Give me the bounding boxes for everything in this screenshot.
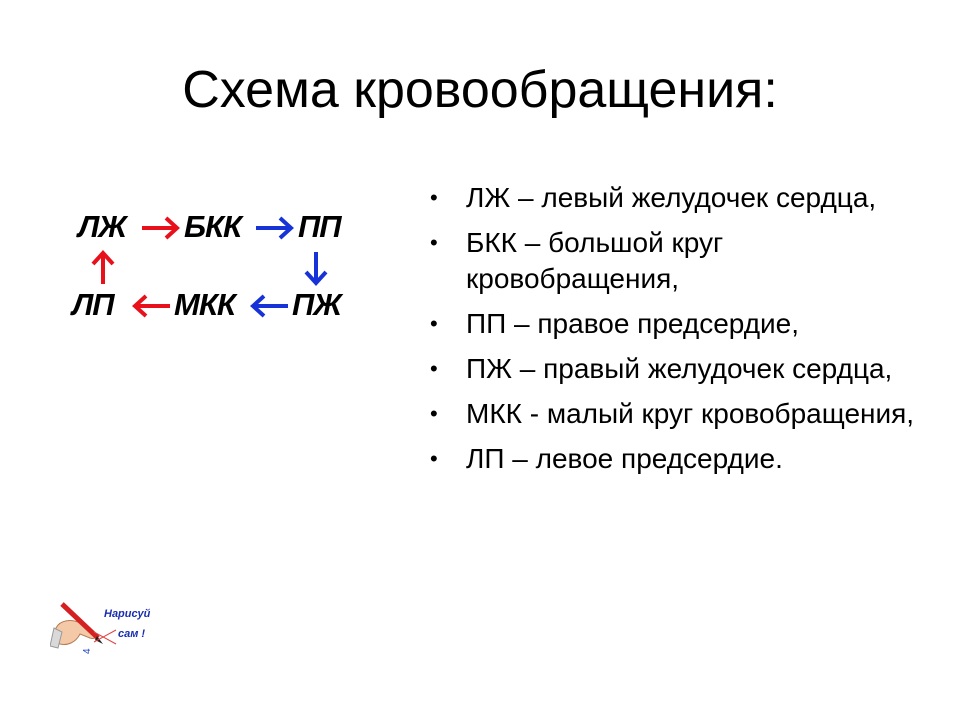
bullet-icon: • [430, 446, 438, 471]
bullet-icon: • [430, 311, 438, 336]
abbreviation-list [428, 180, 928, 486]
arrow-up-red-icon [90, 250, 116, 286]
draw-yourself-logo[interactable] [50, 598, 170, 660]
list-item: • МКК - малый круг кровобращения, [428, 396, 928, 432]
list-item: • ЛП – левое предсердие. [428, 441, 928, 477]
list-item: • ЛЖ – левый желудочек сердца, [428, 180, 928, 216]
node-lzh: ЛЖ [78, 209, 127, 244]
list-item: • ПП – правое предсердие, [428, 306, 928, 342]
node-mkk: МКК [174, 287, 235, 322]
bullet-icon: • [430, 356, 438, 381]
bullet-icon: • [430, 230, 438, 255]
node-lp: ЛП [72, 287, 114, 322]
node-pp: ПП [298, 209, 341, 244]
bullet-icon: • [430, 401, 438, 426]
circulation-diagram [60, 195, 380, 335]
logo-line2: сам ! [118, 628, 146, 640]
list-item: • БКК – большой круг кровобращения, [430, 227, 724, 294]
arrow-left-red-icon [130, 293, 172, 319]
logo-line1: Нарисуй [104, 608, 151, 620]
arrow-left-blue-icon [248, 293, 290, 319]
arrow-right-red-icon [140, 215, 182, 241]
bullet-icon: • [430, 185, 438, 210]
node-pzh: ПЖ [292, 287, 342, 322]
arrow-down-blue-icon [303, 250, 329, 286]
slide-title: Схема кровообращения: [182, 61, 778, 119]
arrow-right-blue-icon [254, 215, 296, 241]
node-bkk: БКК [184, 209, 242, 244]
svg-text:4: 4 [82, 648, 93, 654]
list-item: • ПЖ – правый желудочек сердца, [428, 351, 928, 387]
